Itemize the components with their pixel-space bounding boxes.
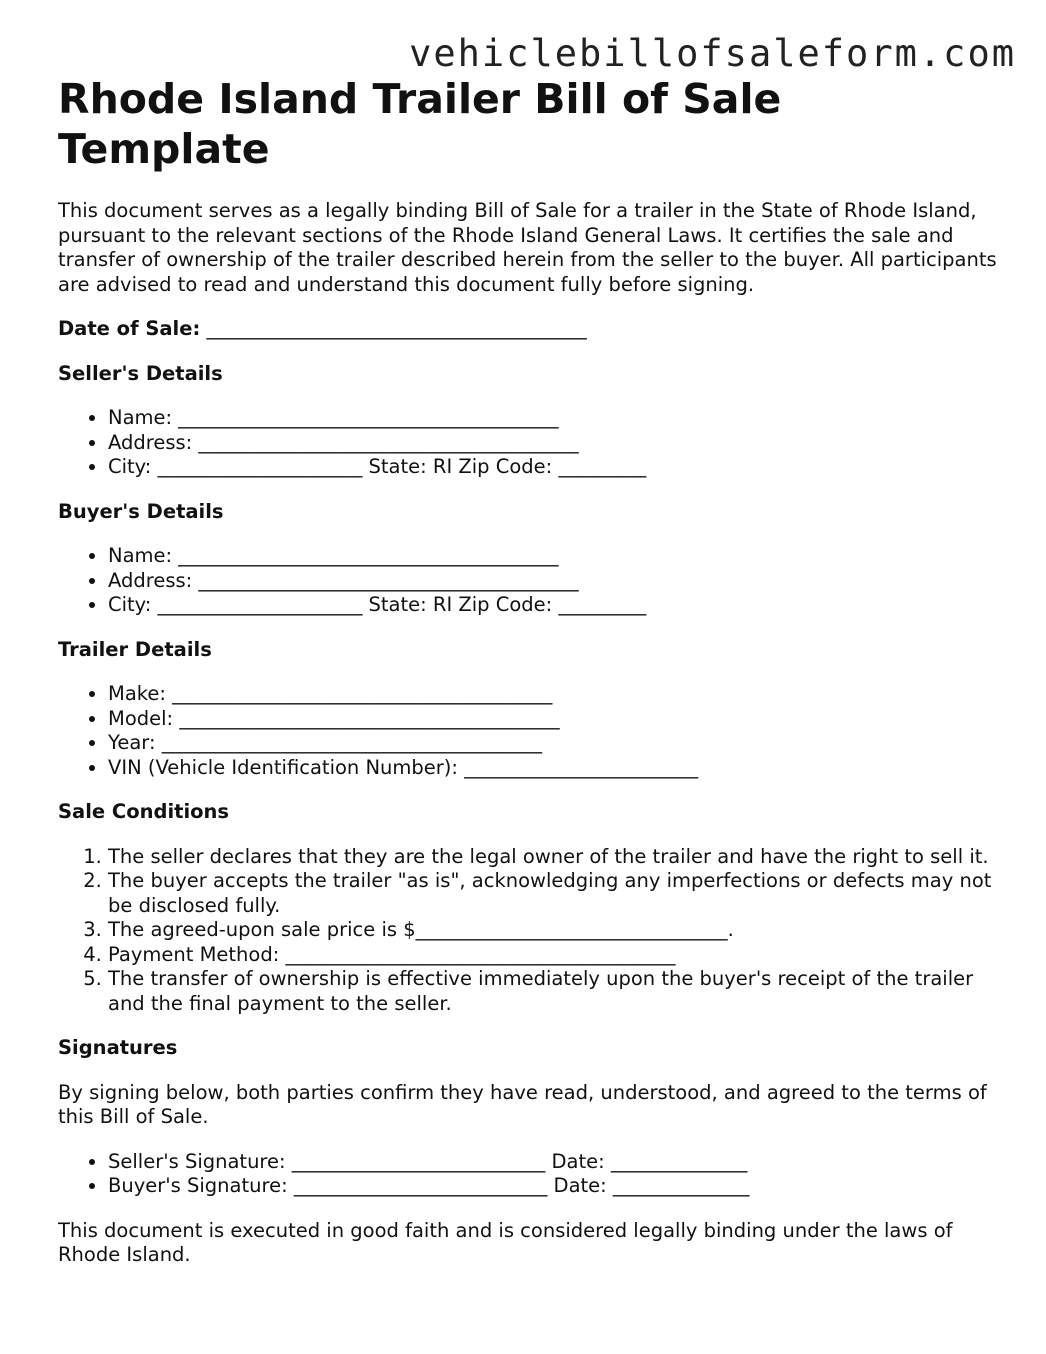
- trailer-year-field[interactable]: • Year: _______________________________________: [108, 731, 998, 756]
- sale-conditions-heading: Sale Conditions: [58, 800, 230, 823]
- buyer-signature-field[interactable]: • Buyer's Signature: __________________________ Date: ______________: [108, 1174, 998, 1199]
- document-body: [58, 74, 998, 1288]
- buyer-details-heading: Buyer's Details: [58, 499, 224, 523]
- date-of-sale-line: [58, 317, 998, 342]
- page-title: Rhode Island Trailer Bill of Sale Template: [58, 75, 782, 173]
- buyer-address-field[interactable]: • Address: _______________________________________: [108, 569, 998, 594]
- trailer-details-list: [58, 682, 998, 780]
- sale-conditions-list: [58, 845, 998, 1017]
- seller-name-field[interactable]: • Name: _______________________________________: [108, 406, 998, 431]
- seller-details-list: [58, 406, 998, 480]
- buyer-name-field[interactable]: • Name: _______________________________________: [108, 544, 998, 569]
- date-of-sale-label: Date of Sale:: [58, 317, 201, 340]
- condition-item: 1. The seller declares that they are the legal owner of the trailer and have the right to sell it.: [108, 845, 998, 870]
- trailer-details-heading: Trailer Details: [58, 637, 212, 661]
- buyer-details-list: [58, 544, 998, 618]
- buyer-city-state-zip-field[interactable]: • City: _____________________ State: RI Zip Code: _________: [108, 593, 998, 618]
- trailer-make-field[interactable]: • Make: _______________________________________: [108, 682, 998, 707]
- condition-item-sale-price[interactable]: 3. The agreed-upon sale price is $________________________________.: [108, 918, 998, 943]
- trailer-model-field[interactable]: • Model: _______________________________________: [108, 707, 998, 732]
- seller-details-heading: Seller's Details: [58, 361, 223, 385]
- site-watermark: vehiclebillofsaleform.com: [409, 32, 1016, 75]
- condition-item-payment-method[interactable]: 4. Payment Method: ________________________________________: [108, 943, 998, 968]
- condition-item: 2. The buyer accepts the trailer "as is", acknowledging any imperfections or defects may not be disclosed fully.: [108, 869, 998, 918]
- signatures-list: [58, 1150, 998, 1199]
- date-of-sale-blank[interactable]: _______________________________________: [200, 317, 587, 340]
- closing-paragraph: This document is executed in good faith and is considered legally binding under the laws of Rhode Island.: [58, 1218, 953, 1266]
- condition-item: 5. The transfer of ownership is effective immediately upon the buyer's receipt of the trailer and the final payment to the seller.: [108, 967, 998, 1016]
- intro-paragraph: This document serves as a legally binding Bill of Sale for a trailer in the State of Rhode Island, pursuant to the relevant sections of the Rhode Island General Laws. It certifies the sale and transfer of ownership of the trailer described herein from the seller to the buyer. All participants are advised to read and understand this document fully before signing.: [58, 199, 997, 296]
- signatures-heading: Signatures: [58, 1036, 178, 1059]
- trailer-vin-field[interactable]: • VIN (Vehicle Identification Number): ________________________: [108, 756, 998, 781]
- seller-address-field[interactable]: • Address: _______________________________________: [108, 431, 998, 456]
- seller-city-state-zip-field[interactable]: • City: _____________________ State: RI Zip Code: _________: [108, 455, 998, 480]
- signatures-intro: By signing below, both parties confirm they have read, understood, and agreed to the terms of this Bill of Sale.: [58, 1080, 987, 1128]
- seller-signature-field[interactable]: • Seller's Signature: __________________________ Date: ______________: [108, 1150, 998, 1175]
